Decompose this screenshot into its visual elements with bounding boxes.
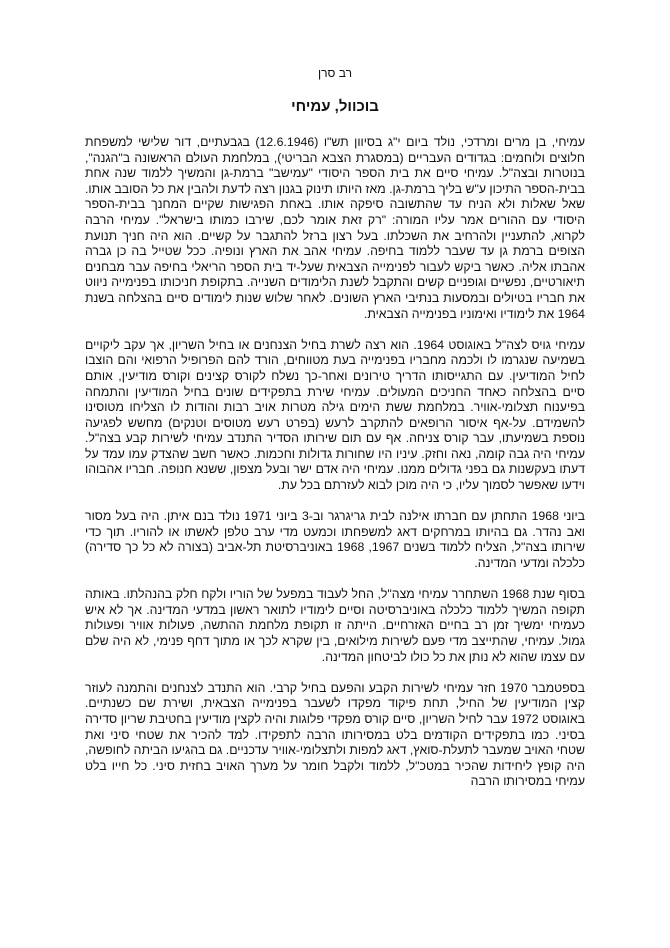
paragraph-2: עמיחי גויס לצה"ל באוגוסט 1964. הוא רצה לשרת בחיל הצנחנים או בחיל השריון, אך עקב ליקויים בשמיעה שנגרמו לו ולכמה מחבריו בפנימייה בעת מטווחים, הורד להם הפרופיל הרפואי והם הוצבו לחיל המודיעין. עם התגייסותו הדריך טירונים ואחר-כך נשלח לקורס קצינים וקורס מודיעין, אותם סיים בהצלחה כאחד החניכים המעולים. עמיחי שירת בתפקידים שונים בחיל המודיעין והתמחה בפיענוח תצלומי-אוויר. במלחמת ששת הימים גילה מטרות אויב רבות והודות לו הצליחו מטוסינו להשמידם. על-אף איסור הרופאים להתקרב לרעש (בפרט רעש מטוסים וטנקים) מחשש לפגיעה נוספת בשמיעתו, עבר קורס צניחה. אף עם תום שירותו הסדיר התנדב עמיחי לשירות קבע בצה"ל. עמיחי היה גבה קומה, נאה וחזק. עיניו היו שחורות גדולות וחכמות. כאשר חשב שהצדק עמו עמד על דעתו בעקשנות גם בפני גדולים ממנו. עמיחי היה אדם ישר ובעל מצפון, ששנא חנופה. חבריו אהבוהו וידעו שאפשר לסמוך עליו, כי היה מוכן לבוא לעזרתם בכל עת. — [85, 337, 585, 493]
paragraph-3: ביוני 1968 התחתן עם חברתו אילנה לבית גריגרגר וב-3 ביוני 1971 נולד בנם איתן. היה בעל מסור ואב נהדר. גם בהיותו במרחקים דאג למשפחתו וכמעט מדי ערב טלפן לאשתו או להוריו. תוך כדי שירותו בצה"ל, הצליח ללמוד בשנים 1967, 1968 באוניברסיטת תל-אביב (בצורה לא כל כך סדירה) כלכלה ומדעי המדינה. — [85, 509, 585, 571]
paragraph-4: בסוף שנת 1968 השתחרר עמיחי מצה"ל, החל לעבוד במפעל של הוריו ולקח חלק בהנהלתו. באותה תקופה המשיך ללמוד כלכלה באוניברסיטה וסיים לימודיו לתואר ראשון במדעי המדינה. אך לא איש כעמיחי ימשיך זמן רב בחיים האזרחיים. הייתה זו תקופת מלחמת ההתשה, פעולות אוויר ופעולות גמול. עמיחי, שהתייצב מדי פעם לשירות מילואים, בין שקרא לכך או מתוך דחף פנימי, לא היה שלם עם עצמו שהוא לא נותן את כל כולו לביטחון המדינה. — [85, 587, 585, 664]
author-rank: רב סרן — [318, 66, 352, 80]
paragraph-1: עמיחי, בן מרים ומרדכי, נולד ביום י"ג בסיוון תש"ו (12.6.1946) בגבעתיים, דור שלישי למשפחת חלוצים ולוחמים: בגדודים העבריים (במסגרת הצבא הבריטי), במלחמת העולם הראשונה ב"הגנה", בנוטרות ובצה"ל. עמיחי סיים את בית הספר היסודי "עמישב" ברמת-גן והמשיך ללמוד שנה אחת בבית-הספר התיכון ע"ש בליך ברמת-גן. מאז היותו תינוק בגנון רצה לדעת ולהבין את כל הסובב אותו. שאל שאלות ולא הניח עד שהתשובה סיפקה אותו. באחת הפגישות שקיים המחנך בבית-הספר היסודי עם ההורים אמר עליו המורה: "רק זאת אומר לכם, שירבו כמותו בישראל". עמיחי הרבה לקרוא, להתעניין ולהרחיב את השכלתו. בעל רצון ברזל להתגבר על קשיים. הוא היה חניך תנועת הצופים ברמת גן עד שעבר ללמוד בחיפה. עמיחי אהב את הארץ ונופיה. ככל שטייל בה כן גברה אהבתו אליה. כאשר ביקש לעבור לפנימייה הצבאית שעל-יד בית הספר הריאלי בחיפה עבר מבחנים תיאורטיים, נפשיים וגופניים קשים והתקבל לשנת הלימודים השנייה. בתקופת חניכותו בפנימייה ניווט את חבריו בטיולים ובמסעות בנתיבי הארץ השונים. לאחר שלוש שנות לימודים סיים בהצלחה בשנת 1964 את לימודיו ואימוניו בפנימייה הצבאית. — [85, 135, 585, 321]
document-body — [85, 135, 585, 790]
page-title: בוכוול, עמיחי — [291, 98, 379, 115]
paragraph-5: בספטמבר 1970 חזר עמיחי לשירות הקבע והפעם בחיל קרבי. הוא התנדב לצנחנים והתמנה לעוזר קצין המודיעין של החיל, תחת פיקוד מפקדו לשעבר בפנימייה הצבאית, ושירת שם כשנתיים. באוגוסט 1972 עבר לחיל השריון, סיים קורס מפקדי פלוגות והיה לקצין מודיעין בחטיבת שריון סדירה בסיני. כמו בתפקידים הקודמים בלט במסירותו הרבה לתפקידו. למד להכיר את שטחי סיני ואת שטחי האויב שמעבר לתעלת-סואץ, דאג למפות ולתצלומי-אוויר עדכניים. גם בהגיעו הביתה לחופשה, היה קופץ ליחידות שהכיר במטכ"ל, ללמוד ולקבל חומר על מערך האויב בחזית סיני. כל חייו בלט עמיחי במסירותו הרבה — [85, 680, 585, 789]
